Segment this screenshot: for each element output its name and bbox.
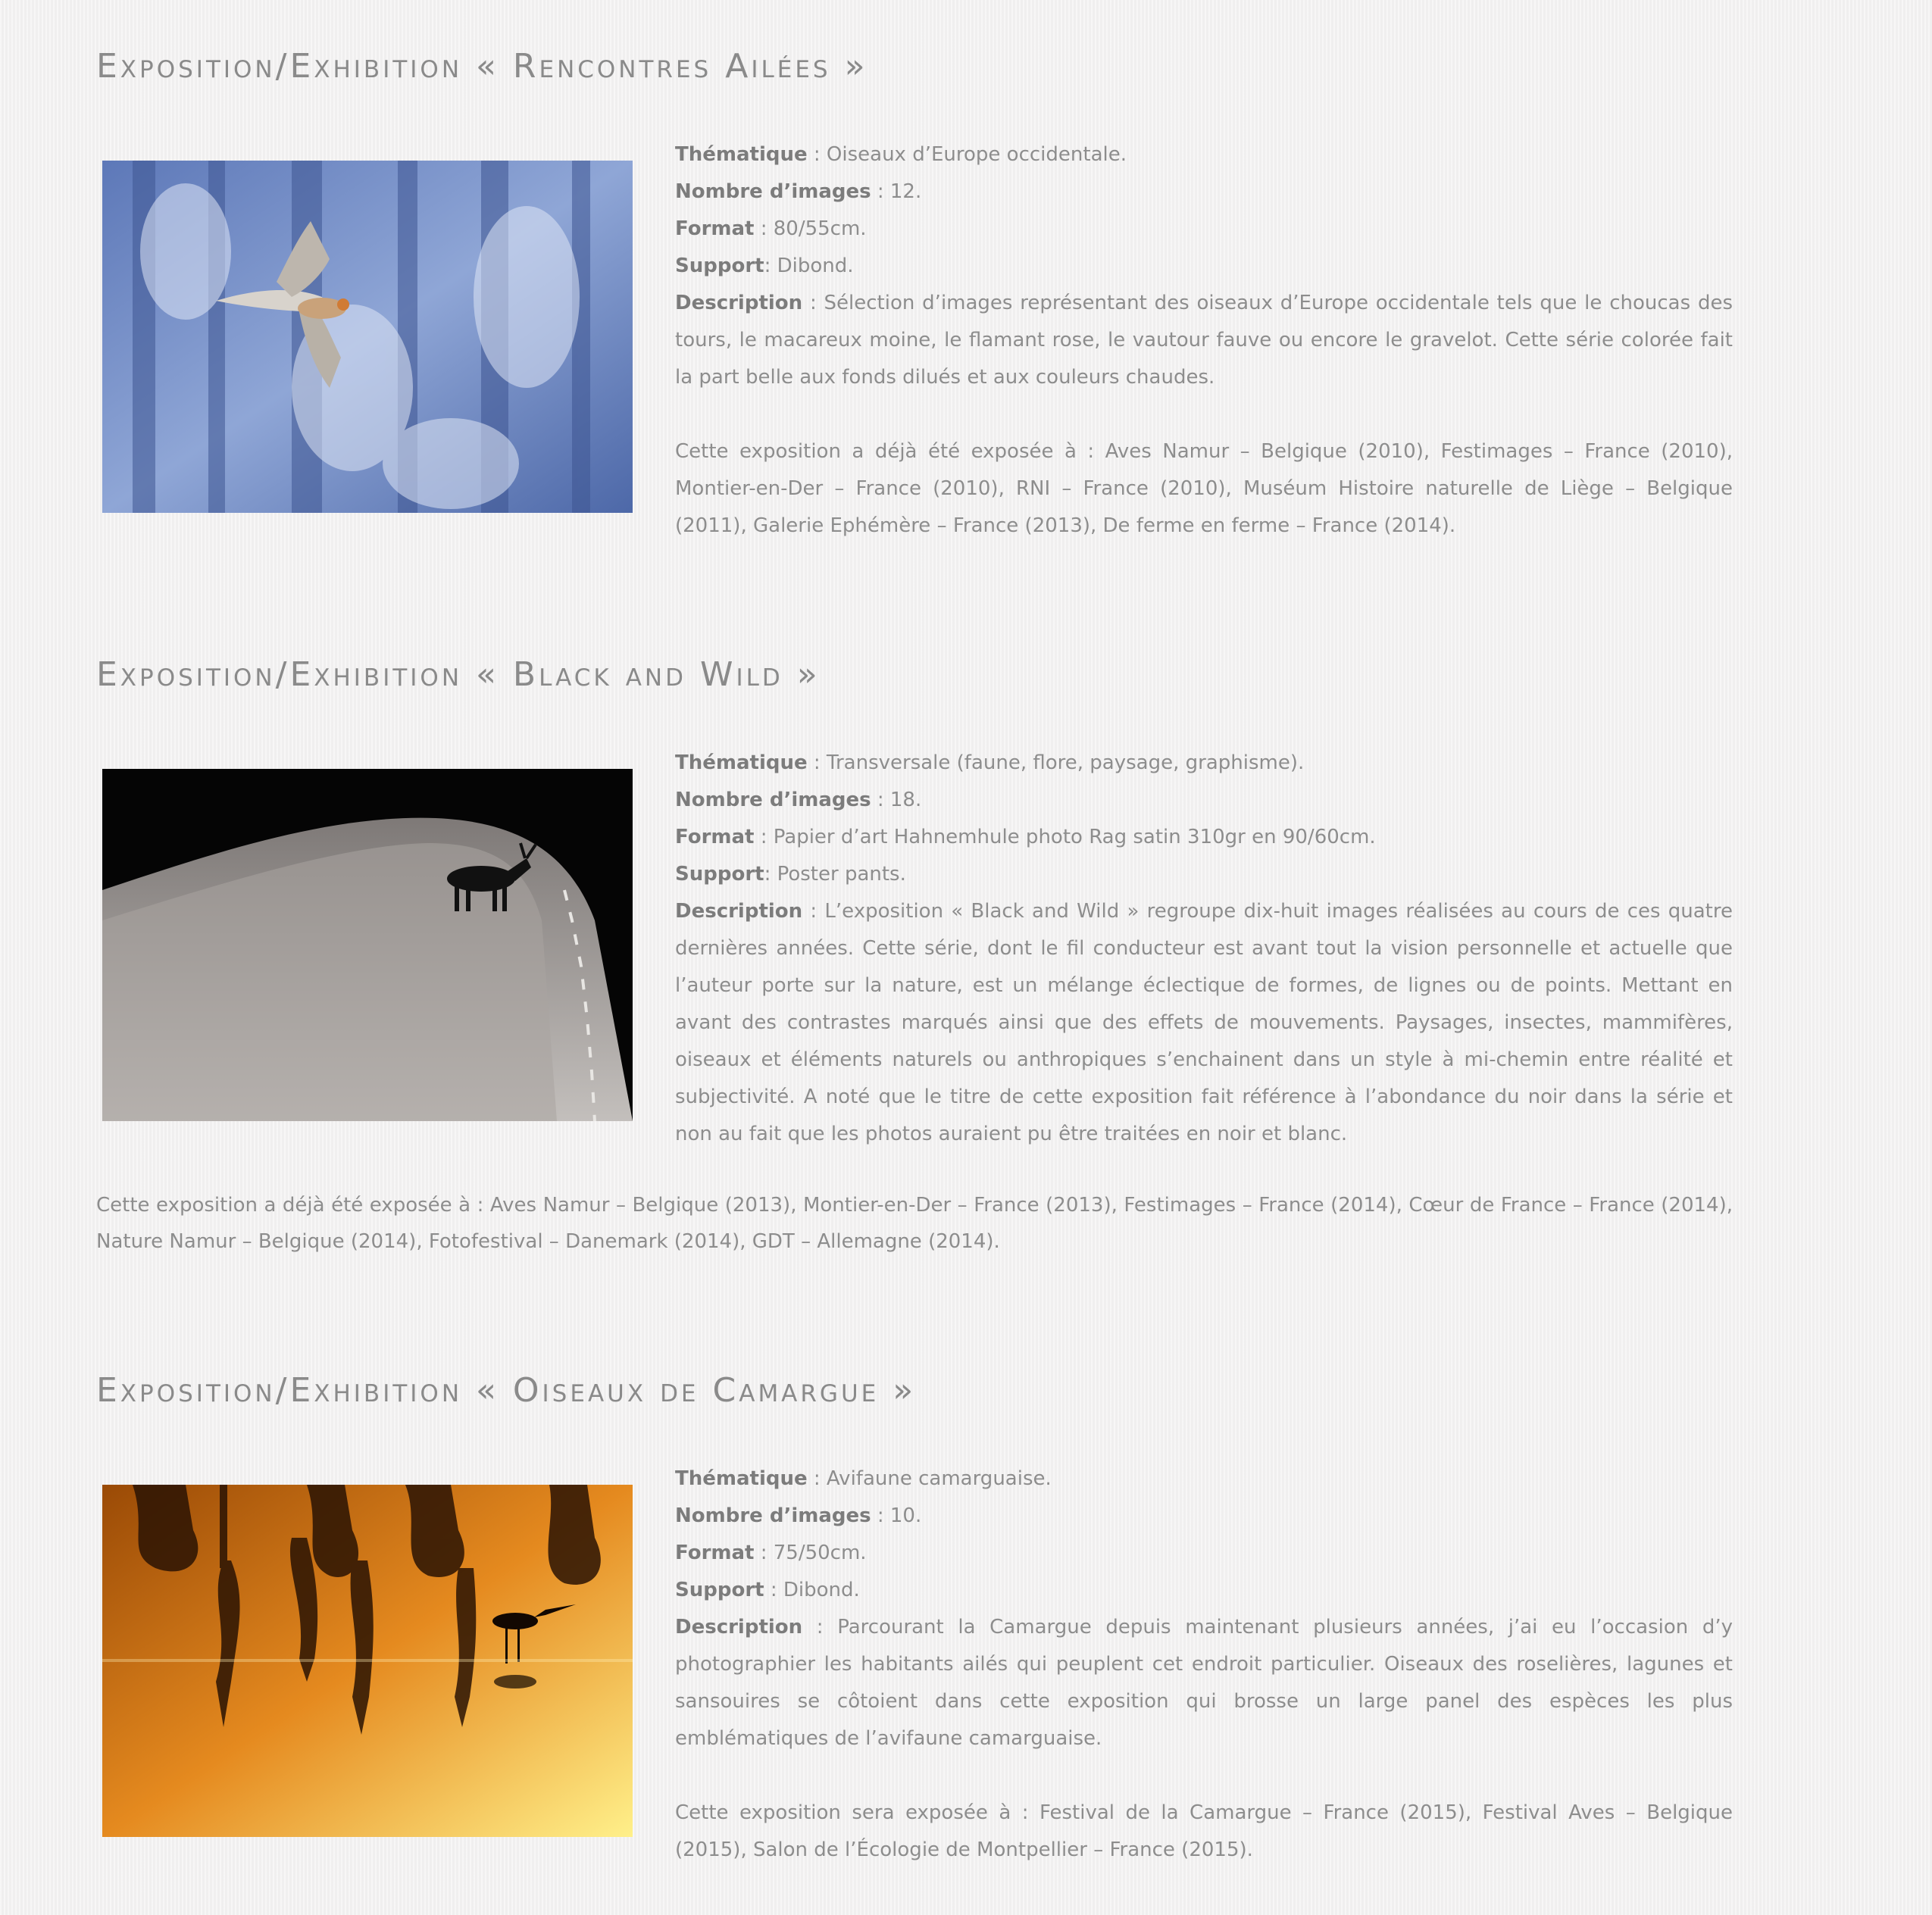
description-label: Description [675, 292, 803, 314]
support-label: Support [675, 255, 764, 277]
support-value: : Poster pants. [764, 863, 906, 886]
exhibition-history: Cette exposition sera exposée à : Festival de la Camargue – France (2015), Festival Aves – Belgique (2015), Salon de l’Écologie de Montpellier – France (2015). [675, 1801, 1733, 1861]
exhibition-history: Cette exposition a déjà été exposée à : Aves Namur – Belgique (2013), Montier-en-Der – France (2013), Festimages – France (2014), Cœur de France – France (2014), Nature Namur – Belgique (2014), Fotofestival – Danemark (2014), GDT – Allemagne (2014). [96, 1194, 1733, 1253]
support-label: Support [675, 863, 764, 886]
format-value: : 75/50cm. [754, 1542, 867, 1564]
nombre-images-label: Nombre d’images [675, 789, 871, 811]
nombre-images-label: Nombre d’images [675, 1504, 871, 1527]
nombre-images-label: Nombre d’images [675, 180, 871, 203]
format-line [675, 819, 1733, 856]
format-label: Format [675, 826, 755, 848]
exhibition-photo-vulture [102, 161, 633, 513]
exhibition-info [675, 1460, 1733, 1869]
description-label: Description [675, 1616, 803, 1639]
format-label: Format [675, 217, 755, 240]
nombre-images-line [675, 173, 1733, 211]
format-value: : 80/55cm. [754, 217, 867, 240]
nombre-images-value: : 18. [871, 789, 922, 811]
exhibition-title: Exposition/Exhibition « Oiseaux de Camargue » [96, 1371, 917, 1410]
description-line [675, 285, 1733, 396]
thematique-value: : Transversale (faune, flore, paysage, graphisme). [807, 751, 1305, 774]
description-value: : Parcourant la Camargue depuis maintenant plusieurs années, j’ai eu l’occasion d’y photographier les habitants ailés qui peuplent cet endroit particulier. Oiseaux des roselières, lagunes et sansouires se côtoient dans cette exposition qui brosse un large panel des espèces les plus emblématiques de l’avifaune camarguaise. [675, 1616, 1733, 1750]
thematique-label: Thématique [675, 143, 808, 166]
description-value: : L’exposition « Black and Wild » regroupe dix-huit images réalisées au cours de ces quatre dernières années. Cette série, dont le fil conducteur est avant tout la vision personnelle et actuelle que l’auteur porte sur la nature, est un mélange éclectique de formes, de lignes ou de points. Mettant en avant des contrastes marqués ainsi que des effets de mouvements. Paysages, insectes, mammifères, oiseaux et éléments naturels ou anthropiques s’enchainent dans un style à mi-chemin entre réalité et subjectivité. A noté que le titre de cette exposition fait référence à l’abondance du noir dans la série et non au fait que les photos auraient pu être traitées en noir et blanc. [675, 900, 1733, 1145]
exhibition-photo-reindeer [102, 769, 633, 1121]
exhibition-title: Exposition/Exhibition « Black and Wild » [96, 655, 821, 694]
support-value: : Dibond. [764, 1579, 860, 1601]
nombre-images-line [675, 782, 1733, 819]
thematique-line [675, 136, 1733, 173]
thematique-value: : Avifaune camarguaise. [807, 1467, 1052, 1490]
nombre-images-line [675, 1498, 1733, 1535]
description-line [675, 1609, 1733, 1757]
thematique-line [675, 745, 1733, 782]
format-line [675, 1535, 1733, 1572]
nombre-images-value: : 10. [871, 1504, 922, 1527]
camargue-reflections-image [102, 1485, 633, 1837]
support-line [675, 248, 1733, 285]
exhibition-title: Exposition/Exhibition « Rencontres Ailées » [96, 47, 868, 86]
thematique-line [675, 1460, 1733, 1498]
exhibition-info [675, 136, 1733, 545]
exhibition-photo-camargue [102, 1485, 633, 1837]
exhibition-info [675, 745, 1733, 1153]
exhibition-history: Cette exposition a déjà été exposée à : Aves Namur – Belgique (2010), Festimages – France (2010), Montier-en-Der – France (2010), RNI – France (2010), Muséum Histoire naturelle de Liège – Belgique (2011), Galerie Ephémère – France (2013), De ferme en ferme – France (2014). [675, 440, 1733, 537]
support-line [675, 856, 1733, 893]
description-line [675, 893, 1733, 1153]
support-value: : Dibond. [764, 255, 854, 277]
format-value: : Papier d’art Hahnemhule photo Rag satin 310gr en 90/60cm. [754, 826, 1376, 848]
format-label: Format [675, 1542, 755, 1564]
thematique-label: Thématique [675, 1467, 808, 1490]
bearded-vulture-image [102, 161, 633, 513]
support-label: Support [675, 1579, 764, 1601]
description-label: Description [675, 900, 803, 923]
thematique-label: Thématique [675, 751, 808, 774]
format-line [675, 211, 1733, 248]
thematique-value: : Oiseaux d’Europe occidentale. [807, 143, 1127, 166]
nombre-images-value: : 12. [871, 180, 922, 203]
description-value: : Sélection d’images représentant des oiseaux d’Europe occidentale tels que le choucas des tours, le macareux moine, le flamant rose, le vautour fauve ou encore le gravelot. Cette série colorée fait la part belle aux fonds dilués et aux couleurs chaudes. [675, 292, 1733, 389]
reindeer-road-image [102, 769, 633, 1121]
support-line [675, 1572, 1733, 1609]
